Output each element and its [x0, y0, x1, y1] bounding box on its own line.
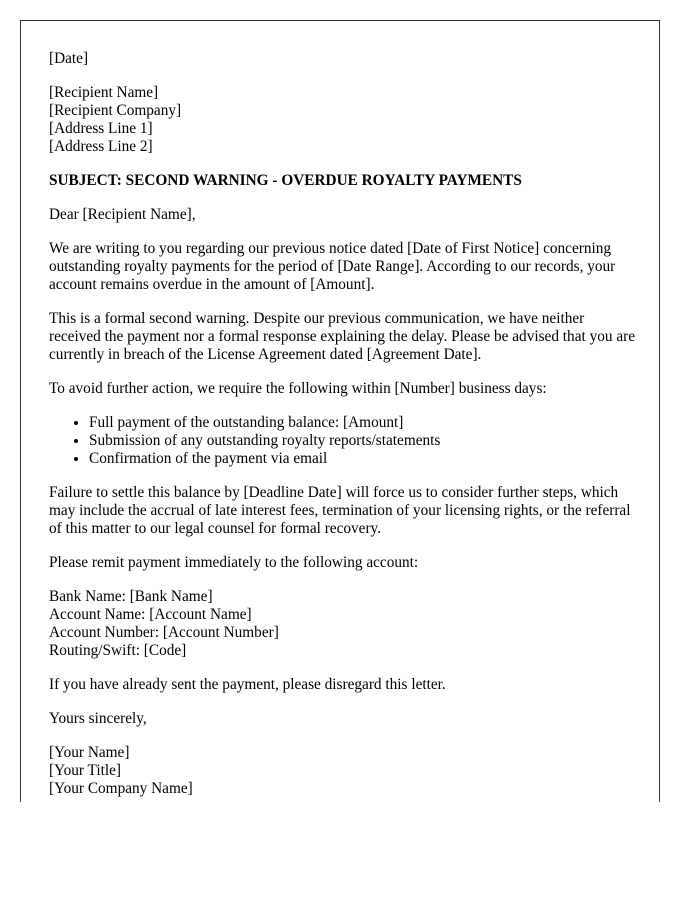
letter-date: [Date]: [49, 50, 89, 67]
recipient-name: [Recipient Name]: [49, 84, 159, 101]
signer-title: [Your Title]: [49, 762, 121, 779]
account-number: Account Number: [Account Number]: [49, 624, 279, 641]
recipient-company: [Recipient Company]: [49, 102, 182, 119]
paragraph-requirements-intro: To avoid further action, we require the following within [Number] business days:: [49, 380, 547, 397]
recipient-address-line-1: [Address Line 1]: [49, 120, 153, 137]
recipient-address-line-2: [Address Line 2]: [49, 138, 153, 155]
requirements-list: [49, 414, 639, 468]
routing-swift: Routing/Swift: [Code]: [49, 642, 187, 659]
paragraph-second-warning: This is a formal second warning. Despite our previous communication, we have neither received the payment nor a formal response explaining the delay. Please be advised that you are currently in breach of the License Agreement dated [Agreement Date].: [49, 310, 636, 363]
bank-name: Bank Name: [Bank Name]: [49, 588, 213, 605]
letter-page: [20, 20, 660, 802]
signature-block: [49, 744, 639, 798]
paragraph-disregard: If you have already sent the payment, please disregard this letter.: [49, 676, 446, 693]
paragraph-remit-instructions: Please remit payment immediately to the following account:: [49, 554, 419, 571]
bank-details-block: [49, 588, 639, 660]
paragraph-previous-notice: We are writing to you regarding our previous notice dated [Date of First Notice] concerning outstanding royalty payments for the period of [Date Range]. According to our records, your account remains overdue in the amount of [Amount].: [49, 240, 616, 293]
subject-line: SUBJECT: SECOND WARNING - OVERDUE ROYALTY PAYMENTS: [49, 172, 522, 189]
signer-name: [Your Name]: [49, 744, 130, 761]
list-item: • Confirmation of the payment via email: [89, 450, 639, 468]
list-item: • Submission of any outstanding royalty reports/statements: [89, 432, 639, 450]
list-item: • Full payment of the outstanding balance: [Amount]: [89, 414, 639, 432]
salutation: Dear [Recipient Name],: [49, 206, 196, 223]
closing: Yours sincerely,: [49, 710, 147, 727]
signer-company: [Your Company Name]: [49, 780, 193, 797]
recipient-address-block: [49, 84, 639, 156]
account-name: Account Name: [Account Name]: [49, 606, 252, 623]
paragraph-consequences: Failure to settle this balance by [Deadline Date] will force us to consider further steps, which may include the accrual of late interest fees, termination of your licensing rights, or the referral of this matter to our legal counsel for formal recovery.: [49, 484, 631, 537]
